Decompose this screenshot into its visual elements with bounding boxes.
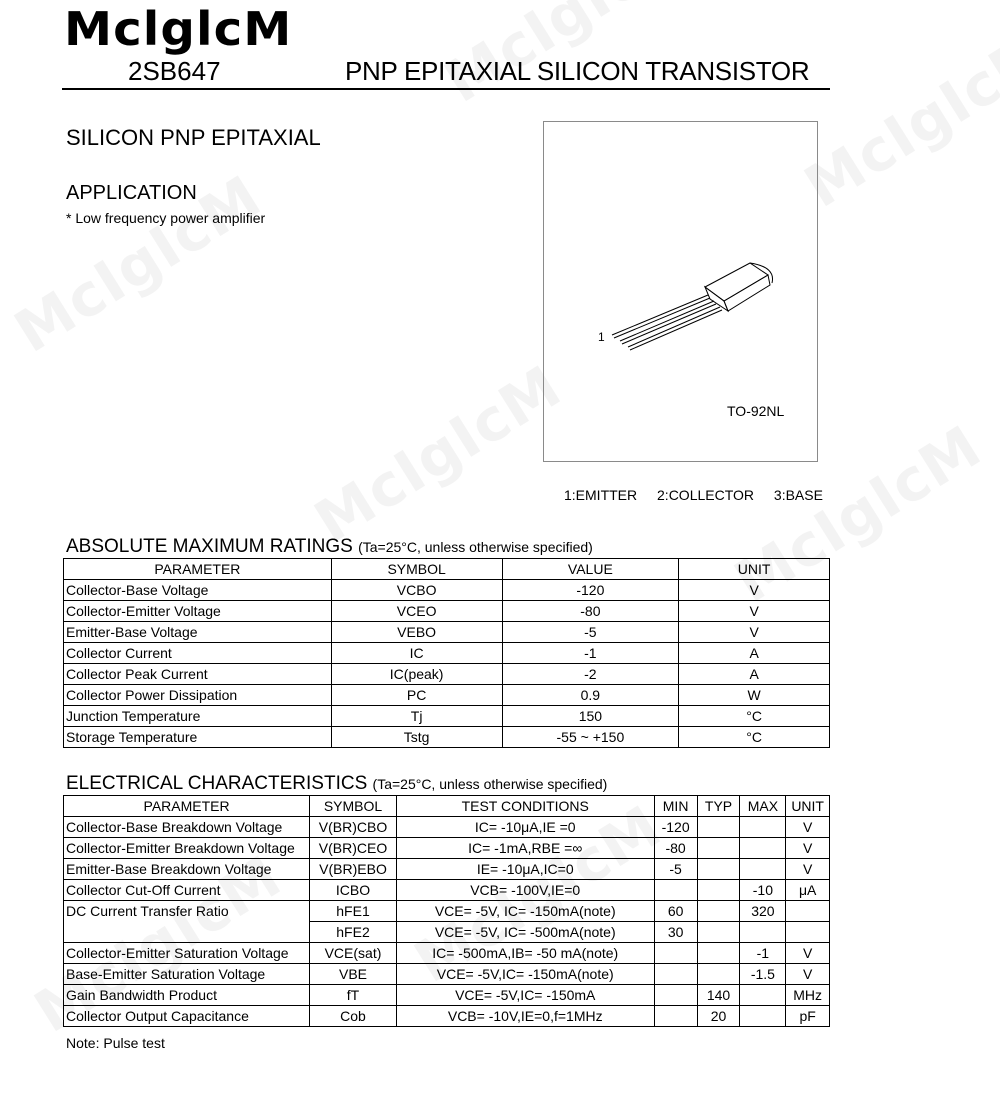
watermark xyxy=(793,17,1000,221)
symbol-cell: hFE1 xyxy=(310,901,397,922)
parameter-cell: Junction Temperature xyxy=(64,706,332,727)
typ-cell xyxy=(697,817,740,838)
column-header: PARAMETER xyxy=(64,559,332,580)
value-cell: -2 xyxy=(502,664,679,685)
parameter-cell: Emitter-Base Breakdown Voltage xyxy=(64,859,310,880)
unit-cell: V xyxy=(679,622,830,643)
device-subtitle: SILICON PNP EPITAXIAL xyxy=(66,125,321,150)
symbol-cell: VCE(sat) xyxy=(310,943,397,964)
parameter-cell: Storage Temperature xyxy=(64,727,332,748)
package-name: TO-92NL xyxy=(727,403,785,419)
value-cell: -120 xyxy=(502,580,679,601)
abs-max-title: ABSOLUTE MAXIMUM RATINGS xyxy=(66,536,353,557)
typ-cell xyxy=(697,922,740,943)
min-cell xyxy=(654,985,697,1006)
unit-cell: °C xyxy=(679,706,830,727)
min-cell xyxy=(654,880,697,901)
abs-max-heading xyxy=(66,536,593,558)
min-cell xyxy=(654,964,697,985)
table-row xyxy=(64,643,830,664)
footnote: Note: Pulse test xyxy=(66,1035,165,1051)
parameter-cell: Collector-Emitter Breakdown Voltage xyxy=(64,838,310,859)
symbol-cell: VCEO xyxy=(331,601,502,622)
symbol-cell: VBE xyxy=(310,964,397,985)
min-cell: -80 xyxy=(654,838,697,859)
unit-cell: V xyxy=(786,838,830,859)
table-row xyxy=(64,901,830,922)
typ-cell xyxy=(697,901,740,922)
table-row xyxy=(64,943,830,964)
symbol-cell: V(BR)CBO xyxy=(310,817,397,838)
unit-cell: V xyxy=(786,817,830,838)
condition-cell: IC= -1mA,RBE =∞ xyxy=(396,838,654,859)
min-cell xyxy=(654,943,697,964)
max-cell: -1 xyxy=(740,943,786,964)
condition-cell: IC= -10μA,IE =0 xyxy=(396,817,654,838)
page-title: PNP EPITAXIAL SILICON TRANSISTOR xyxy=(345,56,810,86)
symbol-cell: PC xyxy=(331,685,502,706)
parameter-cell: Collector Peak Current xyxy=(64,664,332,685)
condition-cell: VCB= -10V,IE=0,f=1MHz xyxy=(396,1006,654,1027)
typ-cell xyxy=(697,859,740,880)
parameter-cell: Gain Bandwidth Product xyxy=(64,985,310,1006)
parameter-cell: Collector-Base Breakdown Voltage xyxy=(64,817,310,838)
pinout-legend xyxy=(564,487,837,503)
parameter-cell: Collector-Base Voltage xyxy=(64,580,332,601)
parameter-cell: Emitter-Base Voltage xyxy=(64,622,332,643)
unit-cell: V xyxy=(786,943,830,964)
table-row xyxy=(64,985,830,1006)
unit-cell: pF xyxy=(786,1006,830,1027)
symbol-cell: Cob xyxy=(310,1006,397,1027)
table-row xyxy=(64,601,830,622)
typ-cell xyxy=(697,838,740,859)
min-cell: -120 xyxy=(654,817,697,838)
value-cell: 0.9 xyxy=(502,685,679,706)
unit-cell: μA xyxy=(786,880,830,901)
table-row xyxy=(64,1006,830,1027)
unit-cell xyxy=(786,922,830,943)
table-row xyxy=(64,727,830,748)
max-cell xyxy=(740,922,786,943)
table-row xyxy=(64,622,830,643)
column-header: SYMBOL xyxy=(331,559,502,580)
table-row xyxy=(64,859,830,880)
table-row xyxy=(64,880,830,901)
condition-cell: IC= -500mA,IB= -50 mA(note) xyxy=(396,943,654,964)
brand-logo: MclglcM xyxy=(64,2,293,56)
column-header: VALUE xyxy=(502,559,679,580)
pin1-label: 1 xyxy=(598,330,605,344)
parameter-cell: DC Current Transfer Ratio xyxy=(64,901,310,943)
symbol-cell: V(BR)EBO xyxy=(310,859,397,880)
unit-cell: V xyxy=(786,859,830,880)
min-cell: 60 xyxy=(654,901,697,922)
watermark xyxy=(303,352,573,556)
table-row xyxy=(64,964,830,985)
elec-table xyxy=(63,795,830,1027)
min-cell: 30 xyxy=(654,922,697,943)
column-header: UNIT xyxy=(786,796,830,817)
max-cell xyxy=(740,859,786,880)
table-row xyxy=(64,664,830,685)
unit-cell: V xyxy=(786,964,830,985)
column-header: PARAMETER xyxy=(64,796,310,817)
column-header: TEST CONDITIONS xyxy=(396,796,654,817)
symbol-cell: IC(peak) xyxy=(331,664,502,685)
parameter-cell: Base-Emitter Saturation Voltage xyxy=(64,964,310,985)
typ-cell xyxy=(697,943,740,964)
typ-cell: 140 xyxy=(697,985,740,1006)
unit-cell: V xyxy=(679,580,830,601)
parameter-cell: Collector Output Capacitance xyxy=(64,1006,310,1027)
pin-label: 2:COLLECTOR xyxy=(657,487,755,503)
max-cell: -1.5 xyxy=(740,964,786,985)
table-row xyxy=(64,817,830,838)
symbol-cell: VCBO xyxy=(331,580,502,601)
elec-condition: (Ta=25°C, unless otherwise specified) xyxy=(372,776,608,792)
header-divider xyxy=(62,88,830,90)
symbol-cell: Tstg xyxy=(331,727,502,748)
value-cell: 150 xyxy=(502,706,679,727)
symbol-cell: Tj xyxy=(331,706,502,727)
min-cell xyxy=(654,1006,697,1027)
table-row xyxy=(64,838,830,859)
parameter-cell: Collector Current xyxy=(64,643,332,664)
unit-cell: A xyxy=(679,664,830,685)
symbol-cell: VEBO xyxy=(331,622,502,643)
table-header-row xyxy=(64,559,830,580)
condition-cell: VCE= -5V, IC= -150mA(note) xyxy=(396,901,654,922)
abs-max-condition: (Ta=25°C, unless otherwise specified) xyxy=(358,539,593,555)
table-row xyxy=(64,685,830,706)
symbol-cell: ICBO xyxy=(310,880,397,901)
value-cell: -55 ~ +150 xyxy=(502,727,679,748)
symbol-cell: hFE2 xyxy=(310,922,397,943)
max-cell xyxy=(740,817,786,838)
column-header: MIN xyxy=(654,796,697,817)
table-row xyxy=(64,580,830,601)
unit-cell xyxy=(786,901,830,922)
max-cell xyxy=(740,838,786,859)
column-header: TYP xyxy=(697,796,740,817)
unit-cell: °C xyxy=(679,727,830,748)
application-item: * Low frequency power amplifier xyxy=(66,210,266,226)
column-header: MAX xyxy=(740,796,786,817)
elec-title: ELECTRICAL CHARACTERISTICS xyxy=(66,773,368,794)
condition-cell: IE= -10μA,IC=0 xyxy=(396,859,654,880)
abs-max-table xyxy=(63,558,830,748)
part-number: 2SB647 xyxy=(128,56,221,86)
condition-cell: VCE= -5V,IC= -150mA xyxy=(396,985,654,1006)
table-row xyxy=(64,706,830,727)
parameter-cell: Collector Cut-Off Current xyxy=(64,880,310,901)
unit-cell: MHz xyxy=(786,985,830,1006)
pin-label: 3:BASE xyxy=(773,487,823,503)
symbol-cell: V(BR)CEO xyxy=(310,838,397,859)
typ-cell: 20 xyxy=(697,1006,740,1027)
symbol-cell: IC xyxy=(331,643,502,664)
max-cell: 320 xyxy=(740,901,786,922)
max-cell: -10 xyxy=(740,880,786,901)
column-header: UNIT xyxy=(679,559,830,580)
application-heading: APPLICATION xyxy=(66,182,197,204)
min-cell: -5 xyxy=(654,859,697,880)
condition-cell: VCE= -5V,IC= -150mA(note) xyxy=(396,964,654,985)
parameter-cell: Collector-Emitter Saturation Voltage xyxy=(64,943,310,964)
value-cell: -1 xyxy=(502,643,679,664)
typ-cell xyxy=(697,964,740,985)
unit-cell: A xyxy=(679,643,830,664)
parameter-cell: Collector-Emitter Voltage xyxy=(64,601,332,622)
unit-cell: V xyxy=(679,601,830,622)
parameter-cell: Collector Power Dissipation xyxy=(64,685,332,706)
elec-heading xyxy=(66,773,607,795)
column-header: SYMBOL xyxy=(310,796,397,817)
condition-cell: VCE= -5V, IC= -500mA(note) xyxy=(396,922,654,943)
typ-cell xyxy=(697,880,740,901)
condition-cell: VCB= -100V,IE=0 xyxy=(396,880,654,901)
value-cell: -5 xyxy=(502,622,679,643)
transistor-package-drawing xyxy=(600,245,790,355)
unit-cell: W xyxy=(679,685,830,706)
value-cell: -80 xyxy=(502,601,679,622)
pin-label: 1:EMITTER xyxy=(564,487,638,503)
table-header-row xyxy=(64,796,830,817)
symbol-cell: fT xyxy=(310,985,397,1006)
max-cell xyxy=(740,1006,786,1027)
max-cell xyxy=(740,985,786,1006)
